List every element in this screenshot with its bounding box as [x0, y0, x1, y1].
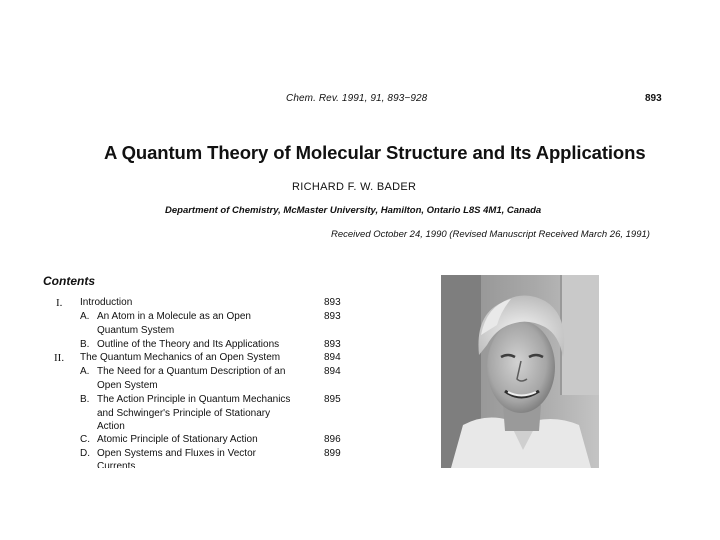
toc-marker: B.: [80, 394, 90, 405]
toc-entry: Quantum System: [97, 325, 175, 336]
toc-page: 893: [324, 297, 341, 308]
contents-heading: Contents: [43, 274, 95, 288]
page-number: 893: [645, 93, 662, 104]
toc-entry: Atomic Principle of Stationary Action: [97, 434, 258, 445]
toc-page: 893: [324, 311, 341, 322]
toc-page: 895: [324, 394, 341, 405]
portrait-drawing: [441, 275, 599, 468]
toc-entry: Outline of the Theory and Its Applications: [97, 339, 280, 350]
author-affiliation: Department of Chemistry, McMaster University, Hamilton, Ontario L8S 4M1, Canada: [165, 205, 542, 216]
toc-page: 894: [324, 366, 341, 377]
table-of-contents: [40, 290, 370, 468]
toc-entry: The Quantum Mechanics of an Open System: [80, 352, 281, 363]
toc-marker: I.: [56, 297, 63, 309]
toc-page: 893: [324, 339, 341, 350]
toc-entry: Currents: [97, 461, 136, 468]
author-portrait: [441, 275, 599, 468]
toc-entry: The Need for a Quantum Description of an: [97, 366, 286, 377]
toc-page: 899: [324, 448, 341, 459]
toc-marker: D.: [80, 448, 90, 459]
toc-marker: B.: [80, 339, 90, 350]
toc-entry: Open Systems and Fluxes in Vector: [97, 448, 256, 459]
toc-marker: A.: [80, 366, 90, 377]
toc-entry: and Schwinger's Principle of Stationary: [97, 408, 271, 419]
toc-entry: Action: [97, 421, 125, 432]
toc-page: 894: [324, 352, 341, 363]
article-title: A Quantum Theory of Molecular Structure and Its Applications: [104, 142, 646, 163]
toc-entry: The Action Principle in Quantum Mechanics: [97, 394, 291, 405]
toc-entry: Open System: [97, 380, 158, 391]
toc-marker: C.: [80, 434, 90, 445]
toc-entry: Introduction: [80, 297, 133, 308]
author-name: RICHARD F. W. BADER: [292, 181, 417, 193]
received-date: Received October 24, 1990 (Revised Manuscript Received March 26, 1991): [331, 229, 650, 240]
journal-citation: Chem. Rev. 1991, 91, 893−928: [286, 93, 428, 104]
toc-page: 896: [324, 434, 341, 445]
toc-marker: II.: [54, 352, 65, 364]
toc-entry: An Atom in a Molecule as an Open: [97, 311, 251, 322]
toc-marker: A.: [80, 311, 90, 322]
